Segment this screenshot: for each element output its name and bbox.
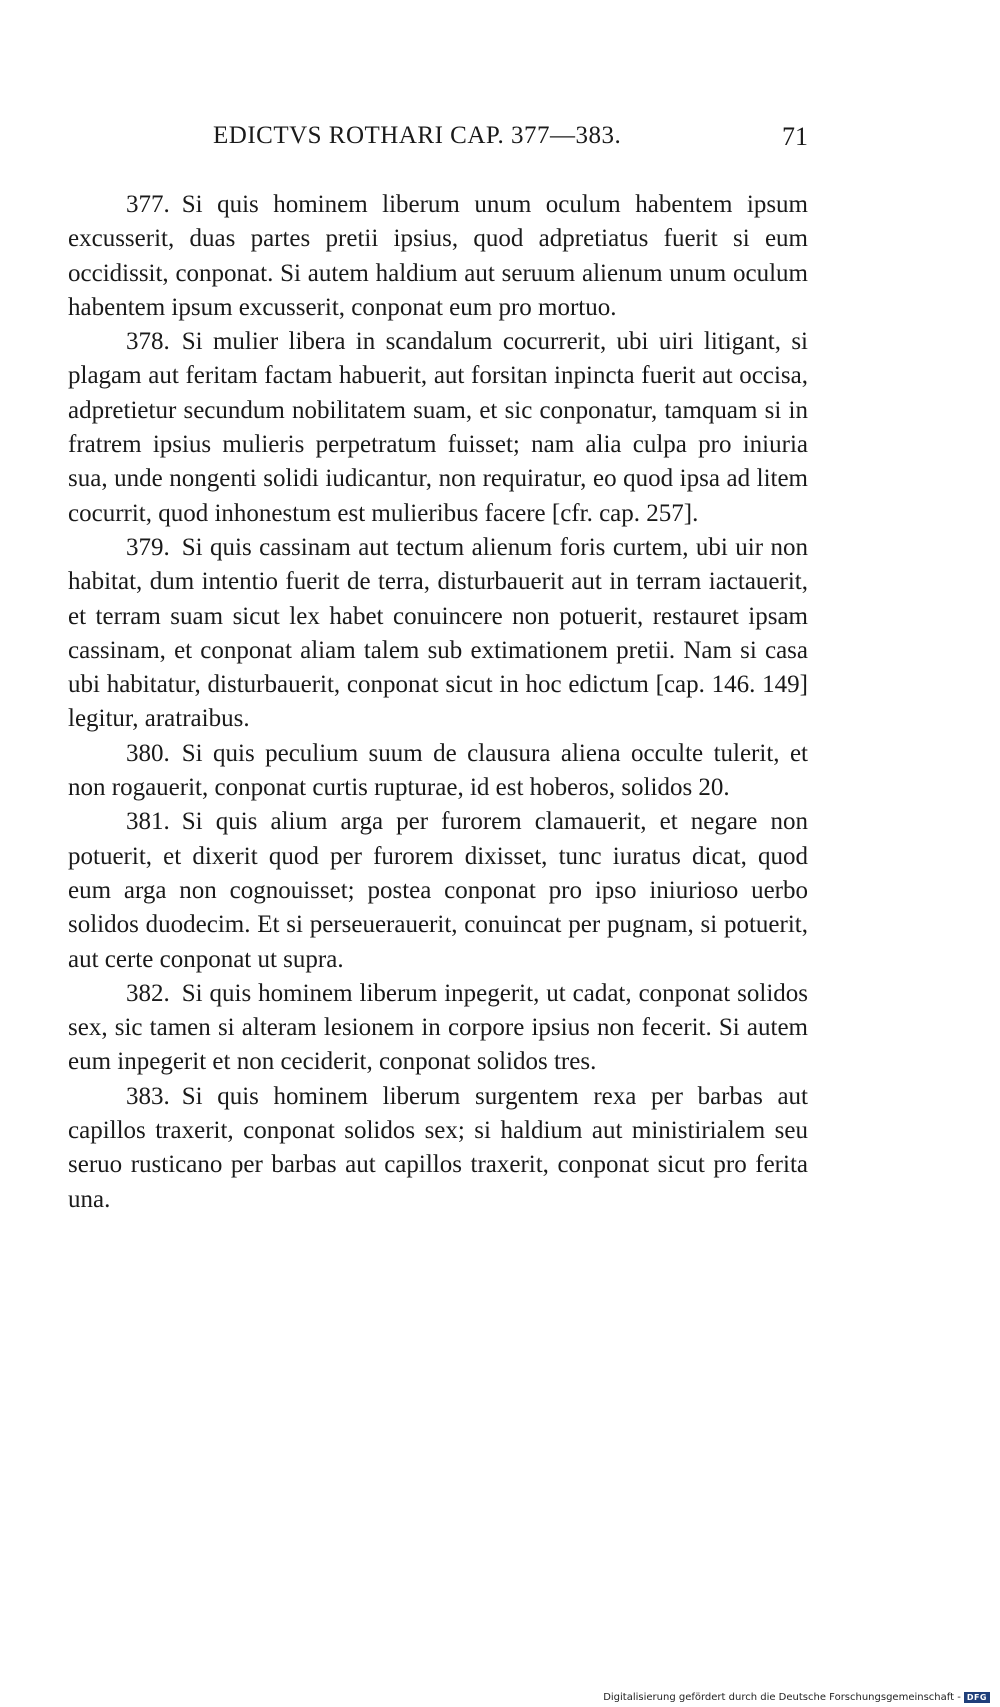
- paragraph-380: [68, 737, 808, 806]
- footer-text: Digitalisierung gefördert durch die Deutsche Forschungsgemeinschaft -: [603, 1692, 961, 1703]
- paragraph-text: Si quis cassinam aut tectum alienum foris curtem, ubi uir non habitat, dum intentio fuerit de terra, disturbauerit aut in terram iactauerit, et terram suam sicut lex habet conuincere non potuerit, restauret ipsam cassinam, et conponat aliam talem sub extimationem pretii. Nam si casa ubi habitatur, disturbauerit, conponat sicut in hoc edictum [cap. 146. 149] legitur, aratraibus.: [68, 533, 808, 733]
- page-number: 71: [782, 122, 808, 151]
- dfg-logo: DFG: [964, 1692, 990, 1703]
- header-title: EDICTVS ROTHARI CAP. 377—383.: [213, 122, 622, 149]
- paragraph-377: [68, 188, 808, 325]
- paragraph-number: 377.: [126, 191, 170, 218]
- paragraph-number: 383.: [126, 1082, 170, 1110]
- paragraph-number: 380.: [126, 739, 170, 767]
- paragraph-number: 379.: [126, 533, 170, 561]
- paragraph-381: [68, 805, 808, 976]
- paragraph-number: 382.: [126, 979, 170, 1007]
- paragraph-382: [68, 977, 808, 1080]
- digitization-footer: [603, 1692, 990, 1703]
- body-text: [68, 188, 808, 1217]
- paragraph-text: Si quis alium arga per furorem clamauerit, et negare non potuerit, et dixerit quod per furorem dixisset, tunc iuratus dicat, quod eum arga non cognouisset; postea conponat pro ipso iniurioso uerbo solidos duodecim. Et si perseuerauerit, conuincat per pugnam, si potuerit, aut certe conponat ut supra.: [68, 808, 808, 973]
- paragraph-text: Si quis peculium suum de clausura aliena occulte tulerit, et non rogauerit, conponat curtis rupturae, id est hoberos, solidos 20.: [68, 739, 808, 802]
- paragraph-text: Si quis hominem liberum unum oculum habentem ipsum excusserit, duas partes pretii ipsius, quod adpretiatus fuerit si eum occidissit, conponat. Si autem haldium aut seruum alienum unum oculum habentem ipsum excusserit, conponat eum pro mortuo.: [68, 191, 808, 321]
- paragraph-379: [68, 531, 808, 737]
- paragraph-number: 378.: [126, 328, 170, 356]
- paragraph-378: [68, 325, 808, 531]
- paragraph-number: 381.: [126, 808, 170, 836]
- running-header: [68, 122, 808, 158]
- paragraph-text: Si mulier libera in scandalum cocurrerit, ubi uiri litigant, si plagam aut feritam factam habuerit, aut forsitan inpincta fuerit aut occisa, adpretietur secundum nobilitatem suam, et sic conponatur, tamquam si in fratrem ipsius mulieris perpetratum fuisset; nam alia culpa pro iniuria sua, unde nongenti solidi iudicantur, non requiratur, eo quod ipsa ad litem cocurrit, quod inhonestum est mulieribus facere [cfr. cap. 257].: [68, 328, 808, 527]
- paragraph-383: [68, 1080, 808, 1217]
- paragraph-text: Si quis hominem liberum surgentem rexa per barbas aut capillos traxerit, conponat solidos sex; si haldium aut ministirialem seu seruo rusticano per barbas aut capillos traxerit, conponat sicut pro ferita una.: [68, 1082, 808, 1213]
- paragraph-text: Si quis hominem liberum inpegerit, ut cadat, conponat solidos sex, sic tamen si alteram lesionem in corpore ipsius non fecerit. Si autem eum inpegerit et non ceciderit, conponat solidos tres.: [68, 979, 808, 1076]
